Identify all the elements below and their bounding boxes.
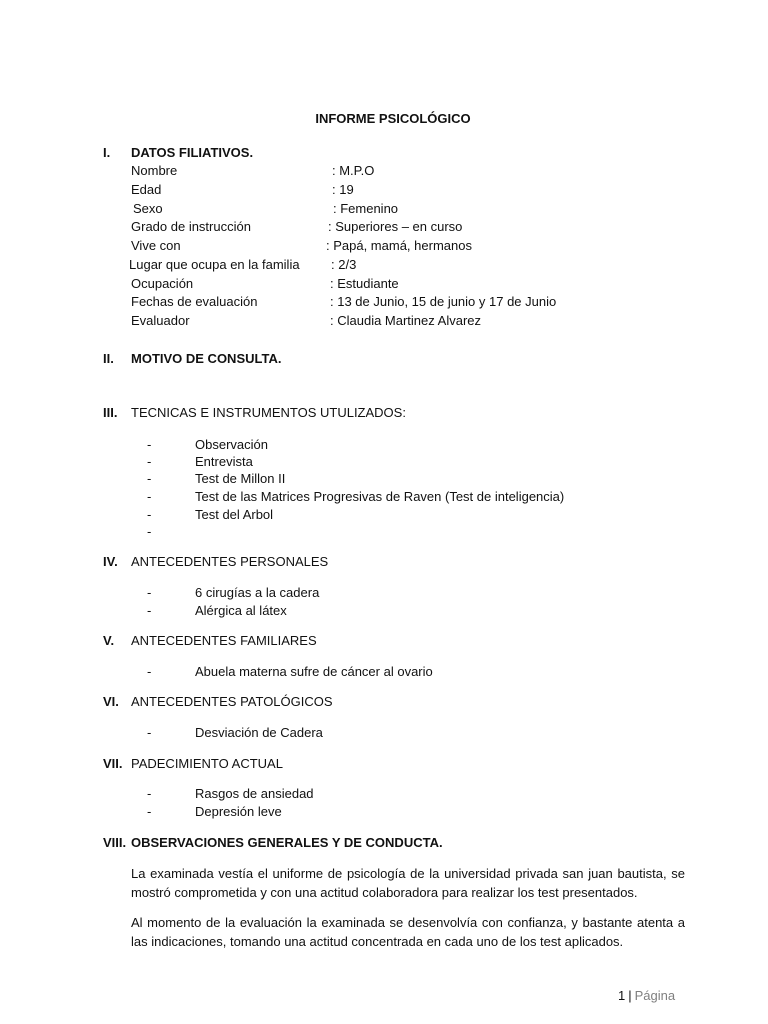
list-bullet: - — [147, 454, 152, 469]
section-number: II. — [103, 351, 114, 366]
field-value-sexo: : Femenino — [333, 201, 399, 216]
list-bullet: - — [147, 471, 152, 486]
section-number: I. — [103, 145, 111, 160]
list-item: Test de Millon II — [195, 471, 286, 486]
list-bullet: - — [147, 725, 152, 740]
footer-separator: | — [628, 988, 632, 1003]
list-item: Rasgos de ansiedad — [195, 786, 314, 801]
field-value-ocupacion: : Estudiante — [330, 276, 399, 291]
list-bullet: - — [147, 489, 152, 504]
field-label-vive-con: Vive con — [131, 238, 181, 253]
field-value-evaluador: : Claudia Martinez Alvarez — [330, 313, 482, 328]
list-item: Abuela materna sufre de cáncer al ovario — [195, 664, 433, 679]
list-bullet: - — [147, 437, 152, 452]
observation-paragraph: La examinada vestía el uniforme de psicología de la universidad privada san juan bautista, se mostró comprometida y con una actitud colaboradora para realizar los test presentados. — [131, 866, 685, 900]
field-value-fechas: : 13 de Junio, 15 de junio y 17 de Junio — [330, 294, 557, 309]
field-value-edad: : 19 — [332, 182, 354, 197]
list-item: Alérgica al látex — [195, 603, 287, 618]
list-item: 6 cirugías a la cadera — [195, 585, 320, 600]
list-item: Desviación de Cadera — [195, 725, 323, 740]
list-bullet: - — [147, 664, 152, 679]
section-heading-personales: ANTECEDENTES PERSONALES — [131, 554, 329, 569]
section-number: VIII. — [103, 835, 127, 850]
list-item: Test del Arbol — [195, 507, 274, 522]
list-bullet: - — [147, 507, 152, 522]
field-label-evaluador: Evaluador — [131, 313, 190, 328]
section-number: VI. — [103, 694, 119, 709]
section-heading-tecnicas: TECNICAS E INSTRUMENTOS UTULIZADOS: — [131, 405, 406, 420]
page-word: Página — [634, 988, 676, 1003]
list-bullet: - — [147, 603, 152, 618]
section-number: V. — [103, 633, 115, 648]
list-bullet: - — [147, 524, 152, 539]
list-item: Entrevista — [195, 454, 253, 469]
observation-paragraph: Al momento de la evaluación la examinada se desenvolvía con confianza, y bastante atenta a las indicaciones, tomando una actitud concentrada en cada uno de los test aplicados. — [131, 915, 685, 949]
section-heading-padecimiento: PADECIMIENTO ACTUAL — [131, 756, 283, 771]
field-label-ocupacion: Ocupación — [131, 276, 194, 291]
list-item: Test de las Matrices Progresivas de Raven (Test de inteligencia) — [195, 489, 565, 504]
section-heading-familiares: ANTECEDENTES FAMILIARES — [131, 633, 317, 648]
section-heading-observaciones: OBSERVACIONES GENERALES Y DE CONDUCTA. — [131, 835, 443, 850]
field-value-grado: : Superiores – en curso — [328, 219, 463, 234]
field-value-vive-con: : Papá, mamá, hermanos — [326, 238, 472, 253]
list-bullet: - — [147, 585, 152, 600]
field-label-lugar-familia: Lugar que ocupa en la familia — [129, 257, 300, 272]
list-bullet: - — [147, 804, 152, 819]
list-item: Observación — [195, 437, 268, 452]
list-item: Depresión leve — [195, 804, 282, 819]
document-title: INFORME PSICOLÓGICO — [315, 111, 471, 126]
section-number: III. — [103, 405, 118, 420]
field-value-nombre: : M.P.O — [332, 163, 375, 178]
section-heading-motivo: MOTIVO DE CONSULTA. — [131, 351, 282, 366]
field-label-fechas: Fechas de evaluación — [131, 294, 258, 309]
section-heading-datos-filiativos: DATOS FILIATIVOS. — [131, 145, 254, 160]
field-label-edad: Edad — [131, 182, 162, 197]
section-heading-patologicos: ANTECEDENTES PATOLÓGICOS — [131, 694, 333, 709]
field-label-grado: Grado de instrucción — [131, 219, 251, 234]
field-label-nombre: Nombre — [131, 163, 178, 178]
page-footer — [618, 987, 675, 1005]
field-value-lugar-familia: : 2/3 — [331, 257, 357, 272]
section-number: VII. — [103, 756, 123, 771]
field-label-sexo: Sexo — [133, 201, 163, 216]
list-bullet: - — [147, 786, 152, 801]
section-number: IV. — [103, 554, 118, 569]
page-number: 1 — [618, 988, 626, 1003]
